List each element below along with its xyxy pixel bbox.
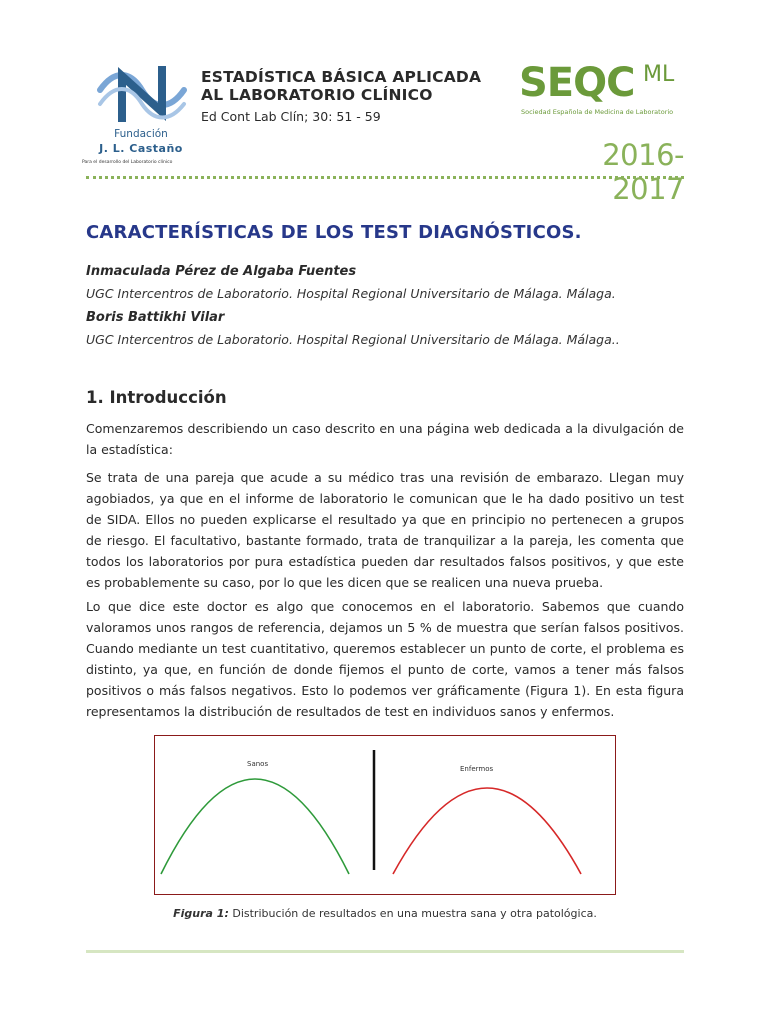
figure-caption <box>86 907 684 920</box>
author-name: Inmaculada Pérez de Algaba Fuentes <box>86 264 357 279</box>
label-healthy: Sanos <box>247 760 269 768</box>
paragraph: Lo que dice este doctor es algo que conocemos en el laboratorio. Sabemos que cuando valoramos unos rangos de referencia, dejamos un 5 % de muestra que serían falsos positivos. Cuando mediante un test cuantitativo, queremos establecer un punto de corte, el problema es distinto, ya que, en función de donde fijemos el punto de corte, vamos a tener más falsos positivos o más falsos negativos. Esto lo podemos ver gráficamente (Figura 1). En esta figura representamos la distribución de resultados de test en individuos sanos y enfermos. <box>86 599 684 719</box>
curve-sick <box>393 788 581 874</box>
header-dotted-divider <box>86 176 684 179</box>
foundation-emblem-icon <box>92 62 190 124</box>
foundation-name: J. L. Castaño <box>99 142 183 155</box>
foundation-tagline: Para el desarrollo del Laboratorio clínico <box>82 160 173 165</box>
foundation-label: Fundación <box>114 128 168 140</box>
figure-caption-label: Figura 1: <box>173 907 229 920</box>
figure-1 <box>154 735 616 895</box>
seqc-logo-text: SEQC <box>519 60 635 106</box>
paragraph: Comenzaremos describiendo un caso descrito en una página web dedicada a la divulgación de la estadística: <box>86 421 684 457</box>
article-title: CARACTERÍSTICAS DE LOS TEST DIAGNÓSTICOS. <box>86 222 582 243</box>
seqc-logo <box>519 60 689 120</box>
author-affiliation: UGC Intercentros de Laboratorio. Hospital Regional Universitario de Málaga. Málaga.. <box>86 332 620 347</box>
figure-caption-text: Distribución de resultados en una muestra sana y otra patológica. <box>228 907 597 920</box>
section-heading: 1. Introducción <box>86 388 227 407</box>
seqc-logo-ml: ML <box>643 62 675 87</box>
paragraph: Se trata de una pareja que acude a su médico tras una revisión de embarazo. Llegan muy agobiados, ya que en el informe de laboratorio le comunican que le ha dado positivo un test de SIDA. Ellos no pueden explicarse el resultado ya que en principio no pertenecen a grupos de riesgo. El facultativo, bastante formado, trata de tranquilizar a la pareja, les comenta que todos los laboratorios por pura estadística pueden dar resultados falsos positivos, y que este es probablemente su caso, por lo que les dicen que se realicen una nueva prueba. <box>86 470 684 590</box>
course-year: 2016-2017 <box>602 138 684 206</box>
curve-healthy <box>161 779 349 874</box>
footer-divider <box>86 950 684 953</box>
course-title-line1: ESTADÍSTICA BÁSICA APLICADA <box>201 68 482 86</box>
seqc-logo-subtitle: Sociedad Española de Medicina de Laboratorio <box>521 108 674 116</box>
foundation-logo <box>82 62 196 172</box>
course-title <box>201 68 481 104</box>
label-sick: Enfermos <box>460 765 494 773</box>
course-title-line2: AL LABORATORIO CLÍNICO <box>201 86 433 104</box>
author-affiliation: UGC Intercentros de Laboratorio. Hospital Regional Universitario de Málaga. Málaga. <box>86 286 616 301</box>
course-reference: Ed Cont Lab Clín; 30: 51 - 59 <box>201 109 381 124</box>
author-name: Boris Battikhi Vilar <box>86 310 225 325</box>
